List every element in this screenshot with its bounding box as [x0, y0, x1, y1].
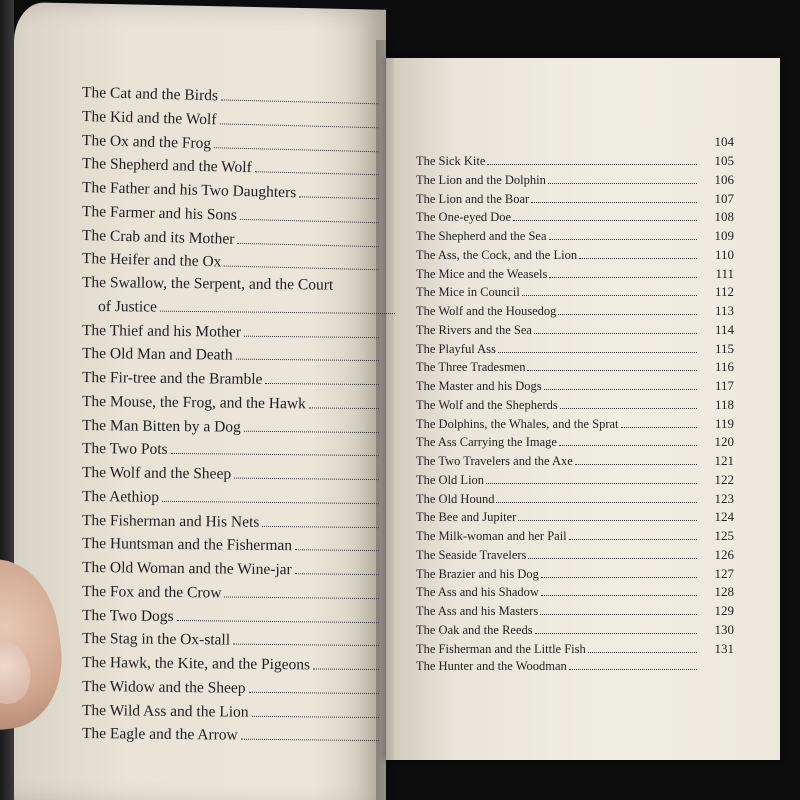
leader-dots: [214, 146, 379, 152]
leader-dots: [498, 351, 697, 353]
toc-entry-title: The Three Tradesmen: [416, 360, 526, 375]
toc-entry-left: [82, 274, 387, 295]
toc-entry-title: The Huntsman and the Fisherman: [81, 535, 293, 555]
toc-entry-title: The Shepherd and the Wolf: [81, 155, 252, 177]
toc-entry-left: [82, 393, 387, 414]
toc-entry-title: The Fir-tree and the Bramble: [81, 369, 263, 388]
leader-dots: [160, 309, 395, 313]
toc-entry-title: The Wolf and the Shepherds: [416, 397, 558, 412]
toc-entry-title: The Crab and its Mother: [81, 226, 235, 248]
toc-entry-title: The Widow and the Sheep: [81, 677, 246, 697]
toc-entry-page: 131: [714, 640, 734, 656]
toc-entry-page: 116: [714, 359, 734, 375]
toc-entry-left: [82, 512, 387, 533]
leader-dots: [558, 313, 697, 315]
toc-entry-right: [416, 322, 734, 338]
toc-entry-left: [82, 417, 387, 438]
toc-entry-title: The Sick Kite: [416, 154, 486, 168]
leader-dots: [541, 576, 697, 578]
toc-entry-title: The Brazier and his Dog: [416, 566, 539, 581]
toc-entry-page: 106: [714, 171, 734, 187]
leader-dots: [262, 524, 379, 527]
toc-entry-title: The Fisherman and the Little Fish: [416, 641, 586, 656]
toc-entry-title: The Stag in the Ox-stall: [81, 630, 231, 649]
leader-dots: [527, 369, 697, 371]
toc-entry-left: [82, 702, 387, 723]
toc-entry-title: The Ass and his Masters: [416, 604, 539, 618]
leader-dots: [299, 195, 379, 199]
toc-entry-title: The Hawk, the Kite, and the Pigeons: [81, 654, 311, 674]
leader-dots: [309, 406, 379, 409]
leader-dots: [162, 500, 379, 504]
toc-entry-page: 109: [714, 228, 734, 243]
toc-entry-page: 119: [714, 415, 734, 431]
toc-entry-title: The Milk-woman and her Pail: [416, 529, 567, 543]
toc-entry-page: 122: [714, 471, 734, 487]
leader-dots: [588, 651, 697, 653]
toc-entry-left: [82, 607, 387, 628]
toc-entry-left: [82, 678, 387, 699]
toc-entry-page: 127: [714, 565, 734, 581]
toc-entry-page: 117: [714, 378, 734, 393]
toc-entry-left: [82, 559, 387, 580]
toc-entry-left: [82, 725, 387, 746]
toc-entry-title: The Eagle and the Arrow: [81, 725, 238, 744]
toc-entry-page: 118: [714, 396, 734, 412]
leader-dots: [237, 241, 379, 246]
toc-entry-title: The Mouse, the Frog, and the Hawk: [81, 392, 306, 413]
leader-dots: [548, 182, 697, 184]
leader-dots: [513, 219, 697, 221]
toc-entry-right: [416, 528, 734, 544]
toc-entry-page: 123: [714, 490, 734, 506]
leader-dots: [244, 334, 379, 337]
toc-entry-title: The Swallow, the Serpent, and the Court: [81, 274, 334, 294]
toc-entry-title: The Bee and Jupiter: [416, 510, 517, 525]
toc-entry-title: The Wild Ass and the Lion: [81, 701, 249, 721]
toc-entry-title: The Lion and the Dolphin: [416, 172, 546, 187]
toc-entry-page: 124: [714, 509, 734, 525]
leader-dots: [240, 218, 379, 223]
toc-entry-title: The Ass, the Cock, and the Lion: [416, 247, 578, 262]
leader-dots: [522, 294, 697, 296]
toc-entry-title: The Two Travelers and the Axe: [416, 454, 573, 468]
toc-entry-title: The Seaside Travelers: [416, 547, 527, 562]
toc-entry-title: The Rivers and the Sea: [416, 322, 532, 337]
toc-entry-right: [416, 472, 734, 488]
toc-entry-title: The Ass Carrying the Image: [416, 435, 557, 450]
toc-entry-title: The Hunter and the Woodman: [416, 659, 567, 674]
toc-entry-right: [416, 191, 734, 207]
leader-dots: [569, 668, 697, 670]
toc-entry-page: 112: [714, 284, 734, 300]
leader-dots: [531, 201, 697, 203]
toc-entry-title: The Ass and his Shadow: [416, 585, 539, 600]
toc-entry-title: The Kid and the Wolf: [81, 107, 217, 129]
toc-entry-right: [416, 397, 734, 413]
toc-entry-title: The Two Pots: [81, 440, 168, 459]
leader-dots: [559, 444, 697, 446]
toc-entry-right: [416, 284, 734, 300]
toc-entry-title: The Lion and the Boar: [416, 191, 530, 206]
leader-dots: [313, 667, 379, 670]
toc-entry-left: [82, 440, 387, 461]
toc-entry-left: [82, 583, 387, 604]
leader-dots: [541, 594, 697, 596]
leader-dots: [575, 463, 697, 465]
toc-entry-left: [82, 630, 387, 651]
toc-entry-right: [416, 566, 734, 582]
toc-entry-right: [416, 434, 734, 450]
leader-dots: [295, 572, 379, 575]
leader-dots: [487, 163, 697, 165]
leader-dots: [234, 477, 379, 481]
leader-dots: [295, 548, 379, 551]
toc-entry-title: The Old Woman and the Wine-jar: [81, 559, 292, 579]
toc-entry-right: [416, 491, 734, 507]
leader-dots: [255, 170, 379, 175]
leader-dots: [549, 238, 697, 240]
leader-dots: [621, 426, 697, 428]
leader-dots: [486, 482, 697, 484]
toc-entry-right: [416, 453, 734, 469]
toc-entry-title: The Oak and the Reeds: [416, 622, 533, 637]
toc-entry-left: [82, 488, 387, 509]
toc-entry-left: [82, 654, 387, 675]
toc-entry-title: The Man Bitten by a Dog: [81, 416, 241, 436]
toc-entry-left: [82, 345, 387, 366]
leader-dots: [535, 632, 697, 634]
toc-entry-title: The Father and his Two Daughters: [81, 179, 297, 202]
toc-entry-title: The Cat and the Birds: [81, 84, 219, 105]
leader-dots: [544, 388, 697, 390]
toc-entry-title: The Old Hound: [416, 491, 495, 506]
leader-dots: [540, 613, 697, 615]
toc-entry-right: [416, 266, 734, 282]
toc-entry-title: of Justice: [97, 297, 158, 316]
toc-entry-title: The Heifer and the Ox: [81, 250, 222, 271]
toc-entry-page: 125: [714, 528, 734, 543]
toc-entry-left: [82, 369, 387, 390]
toc-entry-title: The Dolphins, the Whales, and the Sprat: [416, 416, 619, 431]
toc-entry-title: The Fox and the Crow: [81, 582, 222, 602]
toc-entry-title: The Wolf and the Housedog: [416, 304, 557, 318]
toc-entry-title: The Fisherman and His Nets: [81, 511, 260, 531]
toc-entry-page: 110: [714, 246, 734, 262]
toc-entry-right: [416, 641, 734, 657]
leader-dots: [219, 122, 379, 128]
toc-entry-page: 121: [714, 453, 734, 468]
leader-dots: [518, 519, 697, 521]
toc-entry-right: [416, 153, 734, 169]
toc-entry-title: The Shepherd and the Sea: [416, 229, 547, 243]
toc-entry-right: [416, 603, 734, 619]
toc-entry-page: 107: [714, 190, 734, 206]
leader-dots: [549, 276, 697, 278]
leader-dots: [236, 358, 379, 362]
toc-entry-page: 130: [714, 621, 734, 637]
toc-entry-page: 120: [714, 434, 734, 450]
toc-entry-title: The One-eyed Doe: [416, 210, 512, 225]
toc-entry-title: The Mice in Council: [416, 285, 520, 300]
toc-entry-right: [416, 416, 734, 432]
toc-entry-page: 126: [714, 546, 734, 562]
toc-entry-page: 115: [714, 340, 734, 356]
leader-dots: [248, 690, 378, 693]
toc-entry-right: [416, 659, 734, 674]
leader-dots: [224, 595, 379, 599]
toc-entry-right: [416, 228, 734, 244]
toc-entry-left: [82, 535, 387, 556]
toc-entry-right: [416, 172, 734, 188]
toc-entry-right: [416, 584, 734, 600]
toc-entry-left: [98, 298, 403, 319]
toc-entry-right: [416, 341, 734, 357]
leader-dots: [221, 98, 379, 104]
leader-dots: [177, 618, 379, 622]
toc-entry-title: The Master and his Dogs: [416, 379, 542, 393]
toc-entry-title: The Mice and the Weasels: [416, 266, 548, 281]
leader-dots: [252, 714, 379, 717]
toc-entry-title: The Old Man and Death: [81, 345, 233, 364]
toc-entry-page: 108: [714, 209, 734, 225]
toc-entry-page: 114: [714, 321, 734, 337]
leader-dots: [244, 429, 379, 432]
toc-entry-right: [416, 303, 734, 319]
right-page-top-number: 104: [714, 134, 734, 149]
leader-dots: [496, 501, 697, 503]
toc-entry-title: The Farmer and his Sons: [81, 202, 238, 224]
toc-entry-title: The Wolf and the Sheep: [81, 464, 232, 483]
leader-dots: [569, 538, 697, 540]
leader-dots: [171, 452, 379, 456]
toc-entry-page: 105: [714, 153, 734, 168]
toc-entry-page: 129: [714, 603, 734, 618]
toc-entry-right: [416, 359, 734, 375]
leader-dots: [560, 407, 697, 409]
toc-entry-title: The Old Lion: [416, 472, 485, 487]
toc-entry-left: [82, 464, 387, 485]
toc-entry-page: 128: [714, 584, 734, 600]
leader-dots: [534, 332, 697, 334]
toc-entry-page: 111: [715, 265, 734, 281]
leader-dots: [265, 382, 379, 385]
leader-dots: [224, 265, 379, 271]
toc-entry-page: 113: [714, 303, 734, 318]
toc-entry-right: [416, 547, 734, 563]
toc-entry-title: The Thief and his Mother: [81, 321, 242, 341]
leader-dots: [233, 643, 379, 647]
toc-entry-right: [416, 247, 734, 263]
toc-entry-right: [416, 209, 734, 225]
toc-entry-right: [416, 622, 734, 638]
toc-entry-right: [416, 378, 734, 394]
toc-entry-left: [82, 322, 387, 343]
leader-dots: [528, 557, 697, 559]
leader-dots: [579, 257, 697, 259]
toc-entry-title: The Ox and the Frog: [81, 131, 212, 152]
toc-entry-title: The Two Dogs: [81, 606, 174, 625]
toc-entry-title: The Aethiop: [81, 487, 160, 506]
toc-entry-right: [416, 509, 734, 525]
toc-entry-title: The Playful Ass: [416, 341, 496, 356]
leader-dots: [241, 738, 379, 741]
